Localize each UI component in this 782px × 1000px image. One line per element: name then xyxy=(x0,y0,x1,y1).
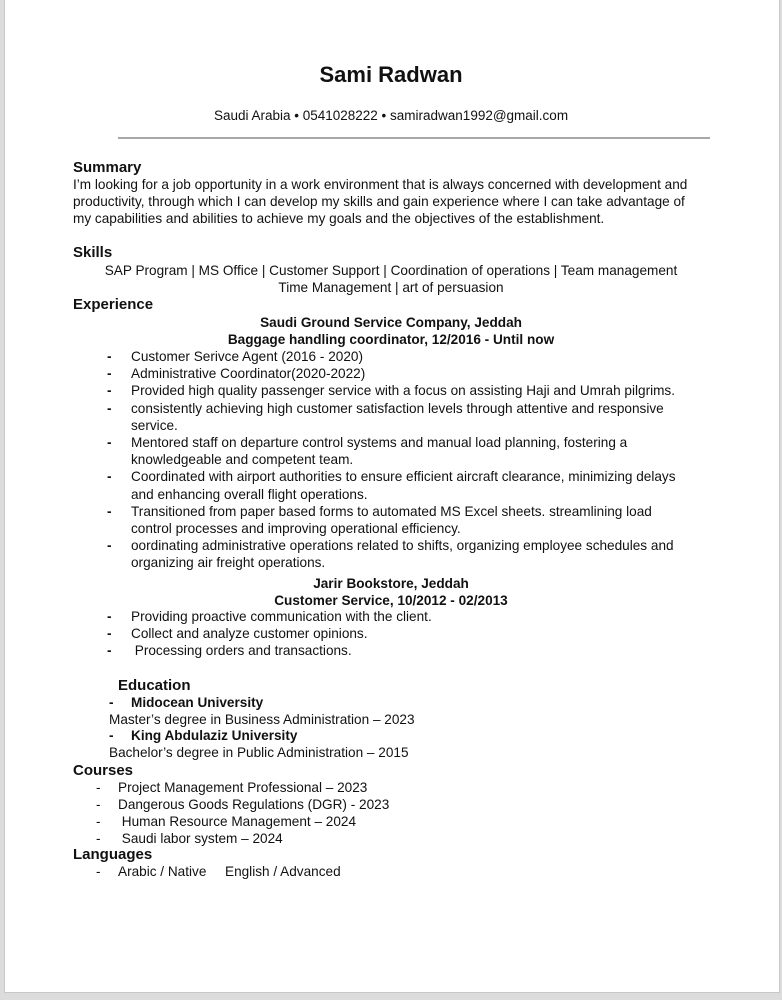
summary-line: I’m looking for a job opportunity in a work environment that is always concerned with development and xyxy=(73,177,688,192)
bullet-dash: - xyxy=(109,728,114,743)
job-company: Jarir Bookstore, Jeddah xyxy=(313,576,469,591)
candidate-name: Sami Radwan xyxy=(319,62,463,87)
job-bullet-text: Coordinated with airport authorities to ensure efficient aircraft clearance, minimizing delays xyxy=(131,469,676,485)
skills-line: Time Management | art of persuasion xyxy=(278,280,504,295)
experience-heading: Experience xyxy=(73,296,154,313)
job-bullet-text: and enhancing overall flight operations. xyxy=(131,486,368,502)
summary-line: productivity, through which I can develop my skills and gain experience where I can take advantage of xyxy=(73,194,685,209)
job-bullet-text: service. xyxy=(131,417,178,433)
contact-line: Saudi Arabia • 0541028222 • samiradwan1992@gmail.com xyxy=(213,108,569,123)
job-bullet-text: Processing orders and transactions. xyxy=(131,643,352,659)
bullet-dash: - xyxy=(107,643,112,659)
course-item: Saudi labor system – 2024 xyxy=(118,831,283,846)
bullet-dash: - xyxy=(107,538,112,554)
course-item: Human Resource Management – 2024 xyxy=(118,814,357,829)
header-divider xyxy=(118,137,710,139)
bullet-dash: - xyxy=(107,349,112,364)
bullet-dash: - xyxy=(96,864,101,879)
summary-heading: Summary xyxy=(73,159,142,176)
bullet-dash: - xyxy=(107,626,112,642)
job-bullet-text: knowledgeable and competent team. xyxy=(131,452,354,468)
education-school: Midocean University xyxy=(131,695,264,710)
job-bullet-text: Collect and analyze customer opinions. xyxy=(131,626,368,642)
bullet-dash: - xyxy=(107,366,112,382)
bullet-dash: - xyxy=(107,503,112,519)
bullet-dash: - xyxy=(96,780,101,795)
bullet-dash: - xyxy=(107,400,112,416)
skills-line: SAP Program | MS Office | Customer Support | Coordination of operations | Team management xyxy=(104,263,678,278)
education-school: King Abdulaziz University xyxy=(131,728,298,743)
language-item: English / Advanced xyxy=(225,864,341,879)
bullet-dash: - xyxy=(96,797,101,812)
job-role: Baggage handling coordinator, 12/2016 - Until now xyxy=(227,332,555,347)
bullet-dash: - xyxy=(107,435,112,450)
education-degree: Bachelor’s degree in Public Administration – 2015 xyxy=(109,745,409,760)
job-bullet-text: Provided high quality passenger service with a focus on assisting Haji and Umrah pilgrims. xyxy=(131,383,676,399)
education-heading: Education xyxy=(118,677,191,694)
job-bullet-text: Providing proactive communication with the client. xyxy=(131,609,432,624)
job-bullet-text: organizing air freight operations. xyxy=(131,555,326,571)
bullet-dash: - xyxy=(107,469,112,485)
job-bullet-text: oordinating administrative operations related to shifts, organizing employee schedules and xyxy=(131,538,674,554)
bullet-dash: - xyxy=(109,695,114,710)
skills-heading: Skills xyxy=(73,244,113,261)
job-role: Customer Service, 10/2012 - 02/2013 xyxy=(274,593,508,608)
job-bullet-text: control processes and improving operational efficiency. xyxy=(131,521,461,536)
job-bullet-text: Transitioned from paper based forms to automated MS Excel sheets. streamlining load xyxy=(131,503,652,519)
bullet-dash: - xyxy=(107,609,112,624)
language-item: Arabic / Native xyxy=(118,864,207,879)
bullet-dash: - xyxy=(96,814,101,829)
bullet-dash: - xyxy=(107,383,112,399)
summary-line: my capabilities and abilities to achieve my goals and the objectives of the establishment. xyxy=(73,211,605,226)
education-degree: Master’s degree in Business Administration – 2023 xyxy=(109,712,415,727)
job-bullet-text: Administrative Coordinator(2020-2022) xyxy=(131,366,366,382)
course-item: Dangerous Goods Regulations (DGR) - 2023 xyxy=(118,797,390,812)
courses-heading: Courses xyxy=(73,762,134,779)
languages-heading: Languages xyxy=(73,846,153,863)
bullet-dash: - xyxy=(96,831,101,846)
job-bullet-text: Mentored staff on departure control systems and manual load planning, fostering a xyxy=(131,435,628,450)
job-company: Saudi Ground Service Company, Jeddah xyxy=(260,315,522,330)
job-bullet-text: Customer Serivce Agent (2016 - 2020) xyxy=(131,349,363,364)
job-bullet-text: consistently achieving high customer satisfaction levels through attentive and responsive xyxy=(131,400,664,416)
course-item: Project Management Professional – 2023 xyxy=(118,780,368,795)
